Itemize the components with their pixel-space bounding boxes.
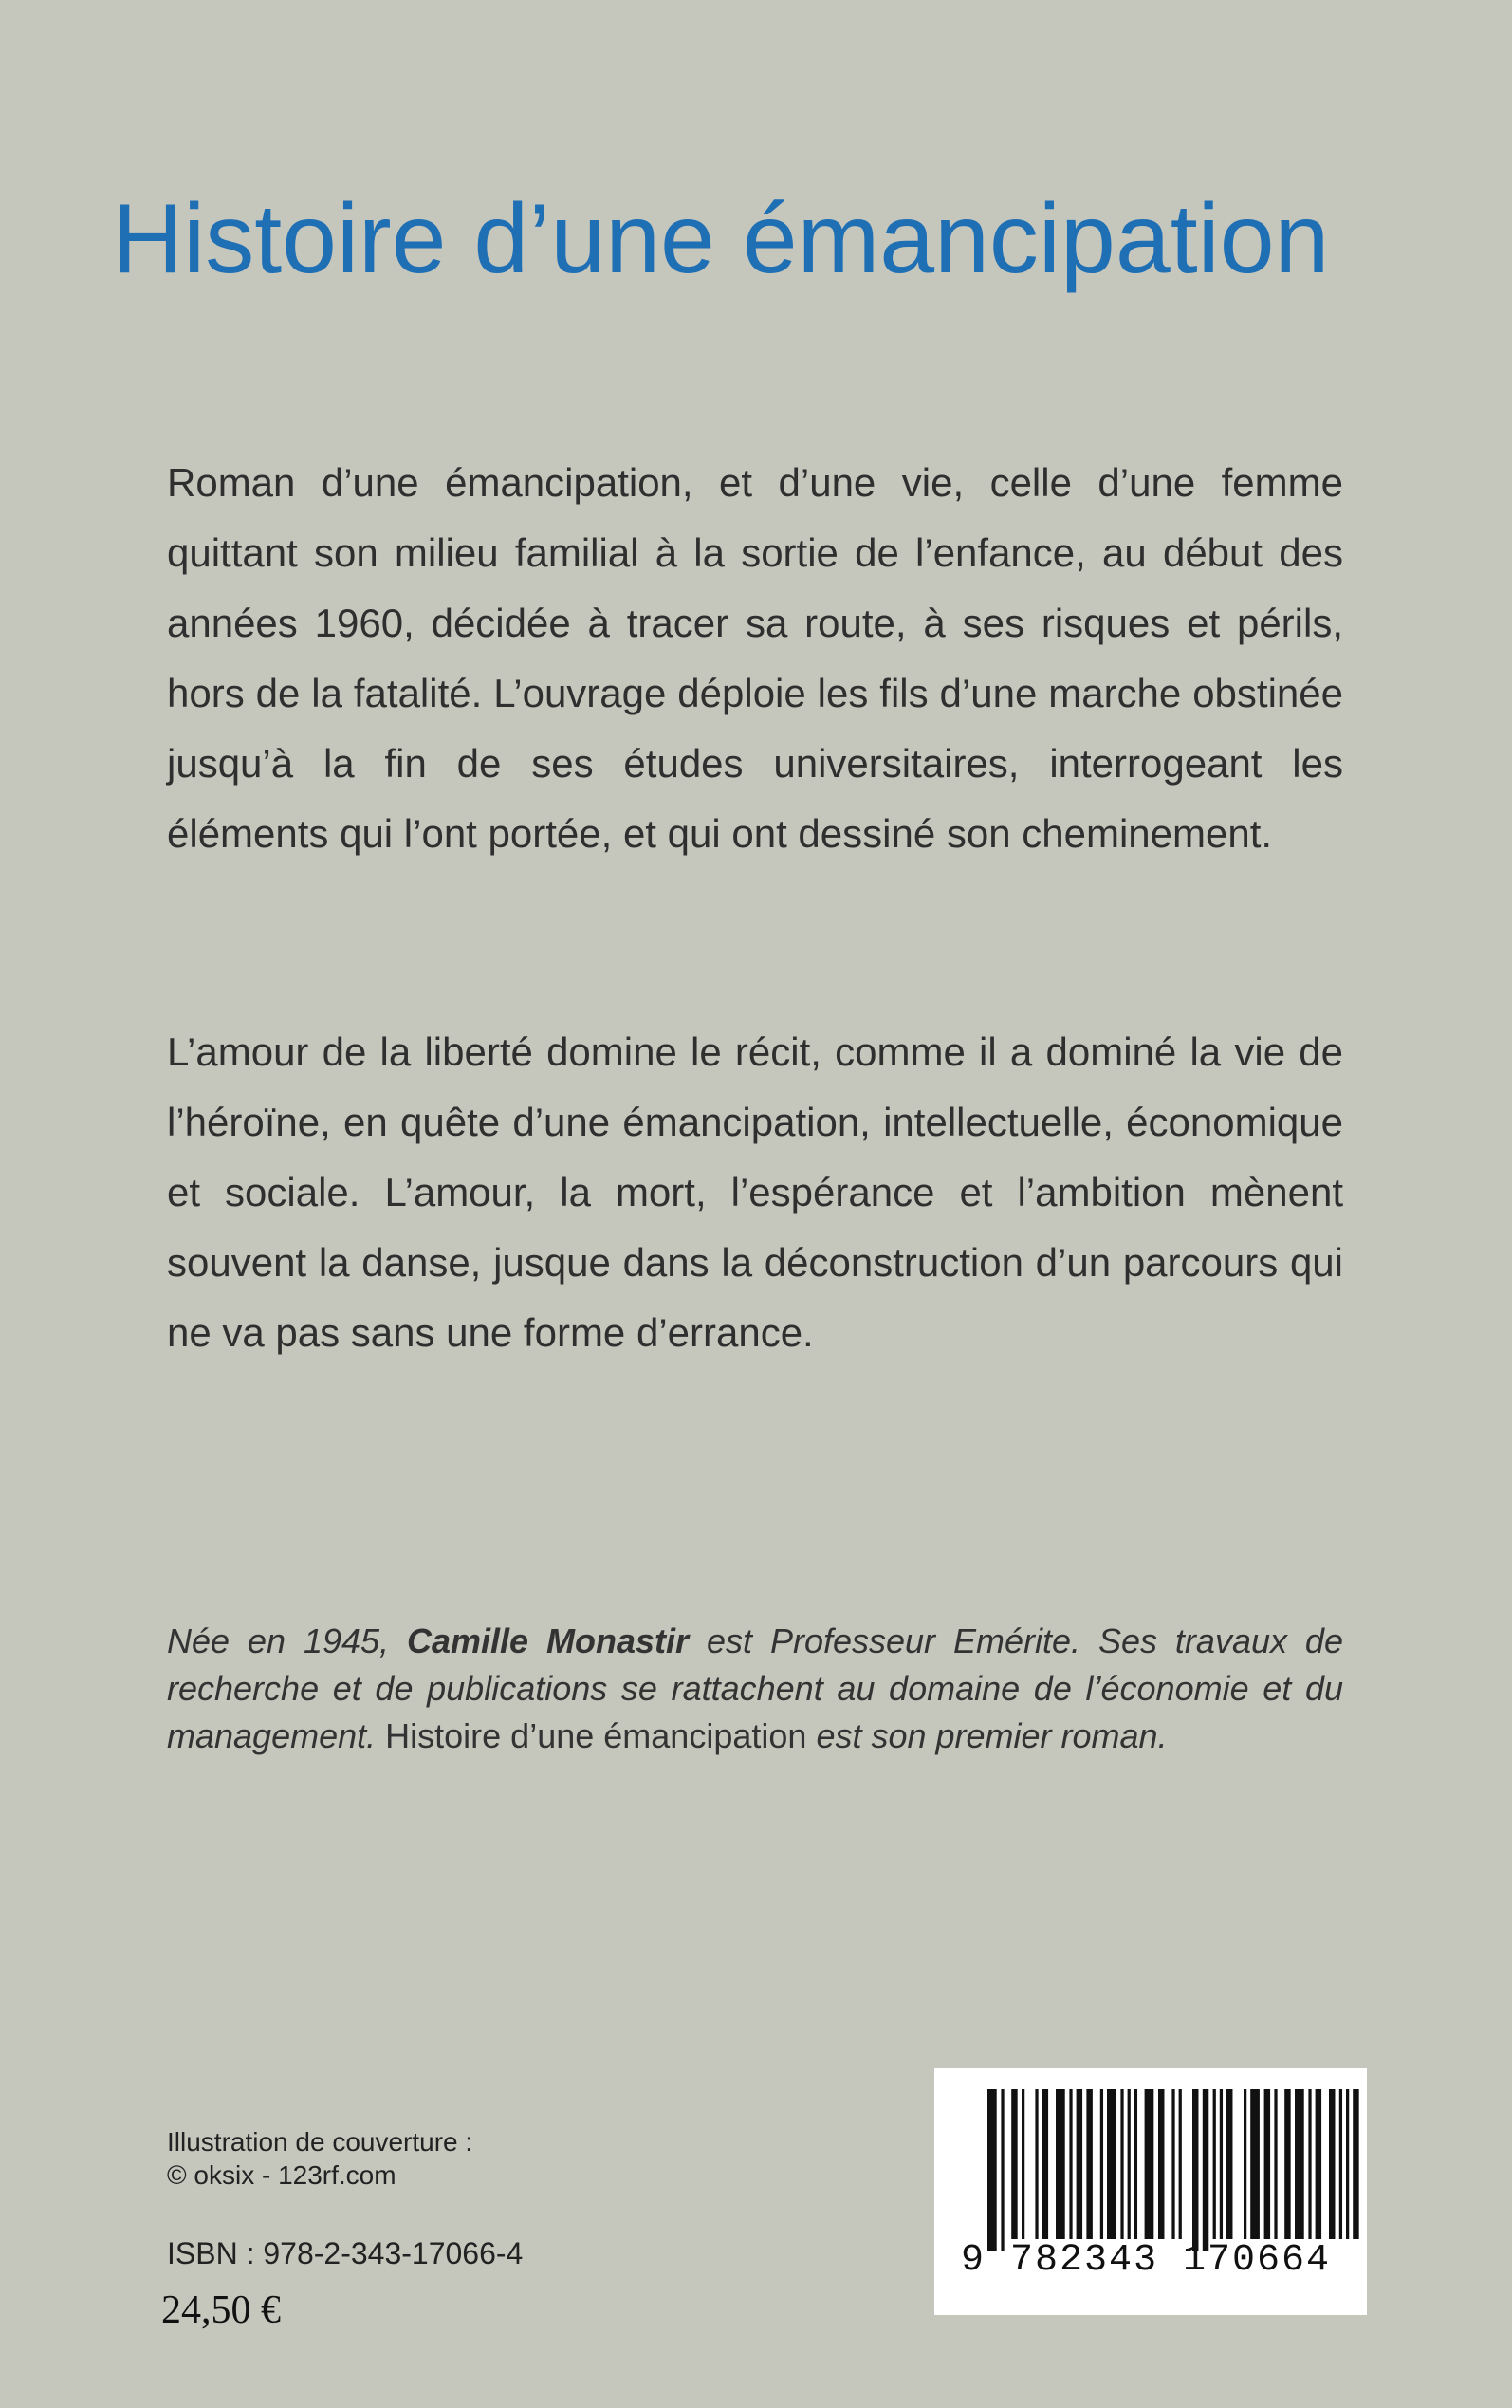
barcode-bar (1179, 2089, 1182, 2239)
barcode-bar (1213, 2089, 1216, 2239)
barcode-bar (1316, 2089, 1321, 2239)
barcode-bar (1192, 2089, 1198, 2251)
bio-text-1: est Professeur Emérite. Ses travaux de recherche et de publications se rattachent au domaine de l’économie et du management. (167, 1621, 1343, 1755)
barcode-bar (1171, 2089, 1174, 2239)
barcode-bar (987, 2089, 997, 2251)
barcode-bar (1056, 2089, 1065, 2239)
book-title: Histoire d’une émancipation (112, 184, 1330, 294)
barcode-bar (1353, 2089, 1358, 2239)
barcode-bar (1120, 2089, 1123, 2239)
isbn: ISBN : 978-2-343-17066-4 (167, 2236, 524, 2270)
synopsis-paragraph-2: L’amour de la liberté domine le récit, comme il a dominé la vie de l’héroïne, en quête d’une émancipation, intellectuelle, économique et sociale. L’amour, la mort, l’espérance et l’ambition mènent souvent la danse, jusque dans la déconstruction d’un parcours qui ne va pas sans une forme d’errance. (167, 1029, 1343, 1355)
barcode-bar (1145, 2089, 1154, 2239)
barcode-digits: 9 782343 170664 (961, 2239, 1332, 2282)
barcode-bar (1069, 2089, 1072, 2239)
barcode-bar (1284, 2089, 1290, 2239)
barcode-bar (1134, 2089, 1137, 2239)
bio-book-title: Histoire d’une émancipation (385, 1716, 807, 1755)
barcode-bar (1203, 2089, 1208, 2251)
barcode-bar (1128, 2089, 1131, 2239)
bio-text-2: est son premier roman. (816, 1716, 1168, 1755)
barcode-bar (1295, 2089, 1304, 2239)
credits-line-2: © oksix - 123rf.com (167, 2160, 396, 2190)
price: 24,50 € (161, 2288, 281, 2332)
barcode-bar (1100, 2089, 1103, 2239)
barcode (934, 2068, 1367, 2315)
barcode-bar (1226, 2089, 1232, 2239)
barcode-bar (1022, 2089, 1024, 2239)
credits-line-1: Illustration de couverture : (167, 2127, 473, 2157)
barcode-bar (1077, 2089, 1082, 2239)
author-bio (167, 1618, 1343, 1760)
barcode-bar (1042, 2089, 1048, 2239)
barcode-bar (1346, 2089, 1349, 2239)
barcode-bar (1250, 2089, 1260, 2239)
cover-credits (167, 2125, 472, 2192)
barcode-bar (1035, 2089, 1038, 2239)
bio-intro: Née en 1945, (167, 1621, 390, 1660)
barcode-bar (1001, 2089, 1004, 2251)
barcode-bar (1011, 2089, 1017, 2239)
barcode-bar (1158, 2089, 1164, 2239)
barcode-bar (1339, 2089, 1342, 2239)
barcode-bar (1244, 2089, 1246, 2239)
barcode-bar (1220, 2089, 1223, 2239)
barcode-bar (1086, 2089, 1092, 2239)
barcode-bar (1107, 2089, 1116, 2239)
barcode-bar (1329, 2089, 1335, 2239)
barcode-bar (1264, 2089, 1270, 2239)
synopsis-paragraph-1: Roman d’une émancipation, et d’une vie, celle d’une femme quittant son milieu familial à la sortie de l’enfance, au début des années 1960, décidée à tracer sa route, à ses risques et périls, hors de la fatalité. L’ouvrage déploie les fils d’une marche obstinée jusqu’à la fin de ses études universitaires, interrogeant les éléments qui l’ont portée, et qui ont dessiné son cheminement. (167, 460, 1343, 856)
barcode-bar (1308, 2089, 1311, 2239)
author-name: Camille Monastir (407, 1621, 690, 1660)
barcode-bar (1274, 2089, 1277, 2239)
